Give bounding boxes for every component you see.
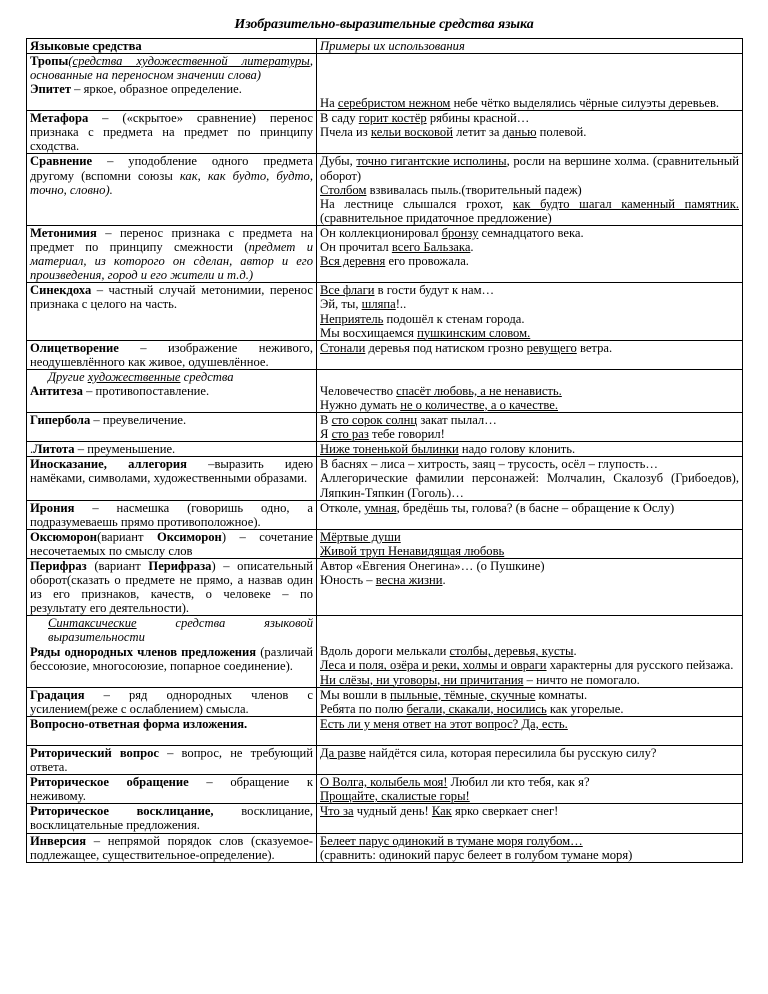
table-row-homogeneous <box>27 616 743 687</box>
term-rhetorical-question: Риторический вопрос <box>30 745 160 760</box>
oxymoron-definition: ) – сочетание несочетаемых по смыслу слов <box>30 529 313 558</box>
example-rhetorical-address-2: Прощайте, скалистые горы! <box>320 789 470 804</box>
metonymy-types: предмет и материал, из которого он сделан, автор и его произведения, город и его жители и т.д.) <box>30 240 313 283</box>
cell-antithesis-term <box>27 369 317 412</box>
example-metonymy-2: Он прочитал всего Бальзака. <box>320 240 474 255</box>
metaphor-definition: – («скрытое» сравнение) перенос признака с предмета на предмет по принципу сходства. <box>30 111 313 154</box>
example-rhetorical-address-1: О Волга, колыбель моя! Любил ли кто тебя, как я? <box>320 775 590 790</box>
cell-periphrasis-examples <box>317 559 743 616</box>
tropes-paren: ( <box>68 54 73 69</box>
cell-litotes-examples <box>317 442 743 457</box>
header-language-means: Языковые средства <box>27 39 317 54</box>
example-simile-1: Дубы, точно гигантские исполины, росли на вершине холма. (сравнительный оборот) <box>320 154 739 183</box>
example-synecdoche-2: Эй, ты, шляпа!.. <box>320 297 407 312</box>
example-gradation-1: Мы вошли в пыльные, тёмные, скучные комнаты. <box>320 687 588 702</box>
term-inversion: Инверсия <box>30 833 87 848</box>
allegory-definition: –выразить идею намёками, символами, художественными образами. <box>30 457 314 486</box>
cell-rhetorical-address-term <box>27 775 317 804</box>
example-irony: Отколе, умная, бредёшь ты, голова? (в басне – обращение к Ослу) <box>320 500 675 515</box>
cell-qa-form-term <box>27 716 317 745</box>
example-personification: Стонали деревья под натиском грозно ревущего ветра. <box>320 340 613 355</box>
cell-litotes-term: .Литота – преуменьшение. <box>27 442 317 457</box>
example-homogeneous-1: Вдоль дороги мелькали столбы, деревья, кусты. <box>320 644 577 659</box>
table-row-synecdoche <box>27 283 743 340</box>
term-antithesis: Антитеза <box>30 383 83 398</box>
gradation-definition: – ряд однородных членов с усилением(реже с ослаблением) смысла. <box>30 687 313 716</box>
example-synecdoche-1: Все флаги в гости будут к нам… <box>320 283 495 298</box>
term-periphrasis: Перифраз <box>30 559 87 573</box>
table-row-gradation <box>27 687 743 716</box>
cell-oxymoron-examples <box>317 529 743 558</box>
cell-metaphor-examples <box>317 111 743 154</box>
cell-personification-term <box>27 340 317 369</box>
table-row-oxymoron <box>27 529 743 558</box>
table-row-personification <box>27 340 743 369</box>
document-title: Изобразительно-выразительные средства языка <box>234 17 534 32</box>
term-rhetorical-address: Риторическое обращение <box>30 775 189 790</box>
table-row-periphrasis <box>27 559 743 616</box>
term-oxymoron: Оксюморон <box>30 529 98 544</box>
term-irony: Ирония <box>30 500 75 515</box>
example-periphrasis-2: Юность – весна жизни. <box>320 573 446 588</box>
table-row-allegory <box>27 457 743 500</box>
cell-rhetorical-question-examples <box>317 745 743 774</box>
periphrasis-definition: ) – описательный оборот(сказать о предмете не прямо, а назвав один из его признаков, качеств, о человеке – по результату его деятельности). <box>30 559 314 616</box>
example-metaphor-2: Пчела из кельи восковой летит за данью полевой. <box>320 125 587 140</box>
example-litotes: Ниже тоненькой былинки надо голову клонить. <box>320 442 576 457</box>
cell-personification-examples <box>317 340 743 369</box>
cell-irony-examples <box>317 500 743 529</box>
cell-allegory-examples <box>317 457 743 500</box>
example-homogeneous-3: Ни слёзы, ни уговоры, ни причитания – ничто не помогало. <box>320 672 640 687</box>
hyperbole-definition: – преувеличение. <box>90 413 187 428</box>
table-row-simile <box>27 154 743 225</box>
cell-metaphor-term <box>27 111 317 154</box>
example-metonymy-1: Он коллекционировал бронзу семнадцатого века. <box>320 225 584 240</box>
example-metonymy-3: Вся деревня его провожала. <box>320 254 469 269</box>
litotes-definition: – преуменьшение. <box>74 442 176 457</box>
term-gradation: Градация <box>30 687 85 702</box>
term-metonymy: Метонимия <box>30 225 97 240</box>
section-other-means: Другие художественные средства <box>48 369 234 384</box>
table-row-qa-form <box>27 716 743 745</box>
example-synecdoche-4: Мы восхищаемся пушкинским словом. <box>320 325 531 340</box>
example-periphrasis-1: Автор «Евгения Онегина»… (о Пушкине) <box>320 559 545 573</box>
example-inversion-1: Белеет парус одинокий в тумане моря голубом… <box>320 833 583 848</box>
cell-rhetorical-address-examples <box>317 775 743 804</box>
cell-rhetorical-exclamation-term <box>27 804 317 833</box>
simile-conjunctions: как, как будто, будто, точно, словно). <box>30 168 314 197</box>
example-rhetorical-question: Да разве найдётся сила, которая пересилила бы русскую силу? <box>320 745 657 760</box>
table-row-tropes <box>27 54 743 111</box>
irony-definition: – насмешка (говоришь одно, а подразумеваешь прямо противоположное). <box>30 500 313 529</box>
metonymy-definition: – перенос признака с предмета на предмет по принципу смежности ( <box>30 225 313 255</box>
example-antithesis-2: Нужно думать не о количестве, а о качестве. <box>320 397 558 412</box>
cell-gradation-term <box>27 687 317 716</box>
cell-rhetorical-question-term <box>27 745 317 774</box>
example-simile-2: Столбом взвивалась пыль.(творительный падеж) <box>320 182 582 197</box>
term-qa-form: Вопросно-ответная форма изложения. <box>30 716 248 731</box>
tropes-definition: , основанные на переносном значении слова) <box>30 54 313 83</box>
cell-qa-form-examples <box>317 716 743 745</box>
synecdoche-definition: – частный случай метонимии, перенос признака с целого на часть. <box>30 283 313 312</box>
example-allegory-2: Аллегорические фамилии персонажей: Молчалин, Скалозуб (Грибоедов), Ляпкин-Тяпкин (Гоголь)… <box>320 471 739 500</box>
example-gradation-2: Ребята по полю бегали, скакали, носились как угорелые. <box>320 701 624 716</box>
example-rhetorical-exclamation: Что за чудный день! Как ярко сверкает снег! <box>320 804 559 819</box>
cell-simile-examples <box>317 154 743 225</box>
table-row-metonymy <box>27 225 743 282</box>
simile-definition: – уподобление одного предмета другому (вспомни союзы <box>30 154 313 183</box>
term-metaphor: Метафора <box>30 111 89 126</box>
example-simile-3: На лестнице слышался грохот, как будто шагал каменный памятник. (сравнительное придаточное предложение) <box>320 196 739 225</box>
cell-hyperbole-examples <box>317 413 743 442</box>
table-row-rhetorical-address <box>27 775 743 804</box>
cell-hyperbole-term <box>27 413 317 442</box>
rhetorical-exclamation-definition: восклицание, восклицательные предложения. <box>30 804 313 833</box>
table-row-rhetorical-exclamation <box>27 804 743 833</box>
cell-synecdoche-examples <box>317 283 743 340</box>
cell-rhetorical-exclamation-examples <box>317 804 743 833</box>
cell-periphrasis-term: Перифраз (вариант Перифраза) – описательный оборот(сказать о предмете не прямо, а назвав один из его признаков, качеств, о человеке – по результату его деятельности). <box>27 559 317 616</box>
example-synecdoche-3: Неприятель подошёл к стенам города. <box>320 311 525 326</box>
table-row-metaphor <box>27 111 743 154</box>
cell-irony-term <box>27 500 317 529</box>
cell-tropes-term <box>27 54 317 111</box>
rhetorical-address-definition: – обращение к неживому. <box>30 775 313 804</box>
cell-simile-term <box>27 154 317 225</box>
tropes-definition-underlined: средства художественной литературы <box>72 54 310 69</box>
table-row-litotes <box>27 442 743 457</box>
cell-inversion-term <box>27 833 317 862</box>
cell-antithesis-examples <box>317 369 743 412</box>
cell-homogeneous-examples <box>317 616 743 687</box>
example-epithet: На серебристом нежном небе чётко выделялись чёрные силуэты деревьев. <box>320 96 720 111</box>
example-allegory-1: В баснях – лиса – хитрость, заяц – трусость, осёл – глупость… <box>320 457 658 472</box>
term-allegory: Иносказание, аллегория <box>30 457 187 472</box>
antithesis-definition: – противопоставление. <box>82 383 210 398</box>
term-homogeneous: Ряды однородных членов предложения <box>30 644 257 659</box>
inversion-definition: – непрямой порядок слов (сказуемое-подлежащее, существительное-определение). <box>30 833 313 862</box>
term-simile: Сравнение <box>30 154 93 169</box>
term-periphrasis-variant: Перифраза <box>148 559 212 573</box>
means-table <box>26 38 743 863</box>
table-header-row <box>27 39 743 54</box>
cell-allegory-term <box>27 457 317 500</box>
example-antithesis-1: Человечество спасёт любовь, а не ненависть. <box>320 383 562 398</box>
example-inversion-2: (сравнить: одинокий парус белеет в голубом тумане моря) <box>320 847 633 862</box>
cell-epithet-examples <box>317 54 743 111</box>
section-syntactic-means: Синтаксические средства языковой выразительности <box>48 616 313 645</box>
header-examples: Примеры их использования <box>317 39 743 54</box>
example-homogeneous-2: Леса и поля, озёра и реки, холмы и овраги характерны для русского пейзажа. <box>320 658 734 673</box>
term-rhetorical-exclamation: Риторическое восклицание, <box>30 804 214 819</box>
cell-metonymy-term <box>27 225 317 282</box>
example-hyperbole-1: В сто сорок солнц закат пылал… <box>320 413 497 428</box>
cell-synecdoche-term <box>27 283 317 340</box>
term-tropes: Тропы <box>30 54 69 69</box>
example-oxymoron-1: Мёртвые души <box>320 529 401 544</box>
term-hyperbole: Гипербола <box>30 413 91 428</box>
rhetorical-question-definition: – вопрос, не требующий ответа. <box>30 745 313 775</box>
example-hyperbole-2: Я сто раз тебе говорил! <box>320 427 445 442</box>
homogeneous-definition: (различай бессоюзие, многосоюзие, попарное соединение). <box>30 644 313 673</box>
cell-metonymy-examples <box>317 225 743 282</box>
table-row-rhetorical-question <box>27 745 743 774</box>
term-epithet: Эпитет <box>30 82 72 97</box>
cell-oxymoron-term: Оксюморон(вариант Оксиморон) – сочетание несочетаемых по смыслу слов <box>27 529 317 558</box>
table-row-inversion <box>27 833 743 862</box>
table-row-antithesis <box>27 369 743 412</box>
table-row-hyperbole <box>27 413 743 442</box>
cell-homogeneous-term <box>27 616 317 687</box>
cell-inversion-examples <box>317 833 743 862</box>
example-metaphor-1: В саду горит костёр рябины красной… <box>320 111 530 126</box>
term-synecdoche: Синекдоха <box>30 283 92 298</box>
example-oxymoron-2: Живой труп Ненавидящая любовь <box>320 543 505 558</box>
term-personification: Олицетворение <box>30 340 119 355</box>
example-qa-form: Есть ли у меня ответ на этот вопрос? Да, есть. <box>320 716 568 731</box>
term-oxymoron-variant: Оксиморон <box>156 529 222 544</box>
personification-definition: – изображение неживого, неодушевлённого как живое, одушевлённое. <box>30 340 313 369</box>
table-row-irony <box>27 500 743 529</box>
term-litotes: Литота <box>33 442 75 457</box>
cell-gradation-examples <box>317 687 743 716</box>
epithet-definition: – яркое, образное определение. <box>71 82 242 97</box>
